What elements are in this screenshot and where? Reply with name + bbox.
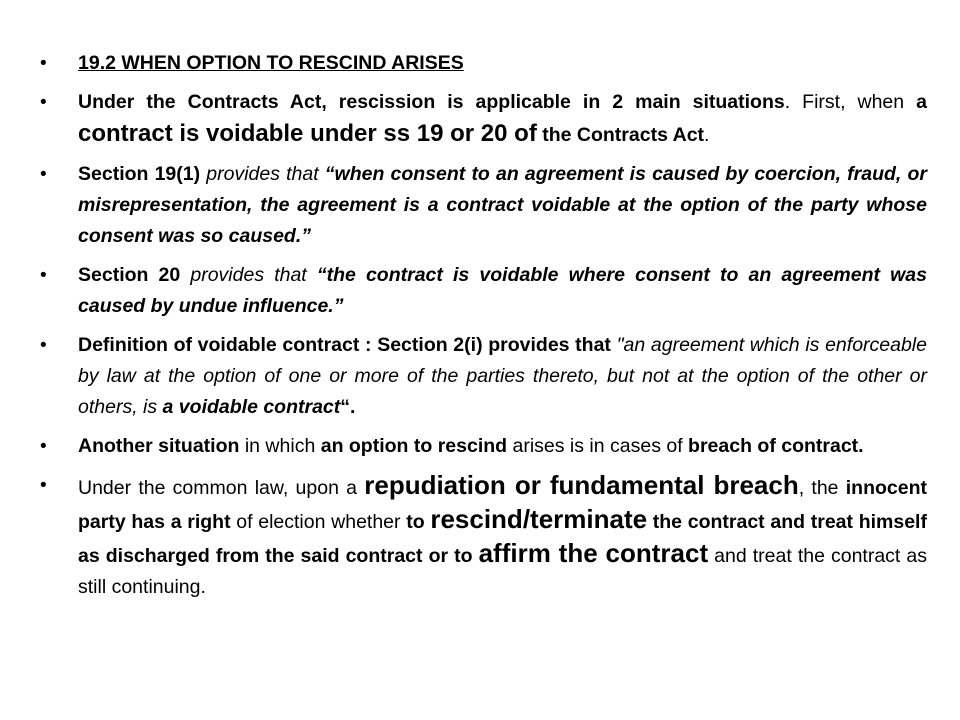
bullet-text-segment: arises is in cases of <box>507 435 689 457</box>
bullet-text-segment: rescind/terminate <box>430 504 648 534</box>
bullet-heading <box>40 48 927 79</box>
bullet-text-segment: a voidable contract <box>162 396 341 418</box>
bullet-definition-voidable <box>40 330 927 423</box>
bullet-section-20 <box>40 260 927 322</box>
bullet-text-segment: provides that <box>200 163 325 185</box>
bullet-text-segment: . <box>704 124 710 146</box>
bullet-text-segment: 19.2 WHEN OPTION TO RESCIND ARISES <box>78 52 464 74</box>
bullet-text-segment: provides that <box>180 264 317 286</box>
bullet-text-segment: "an agreement which is enforceable by law at the option of one or more of the parties thereto, but not at the option of the other or others, is <box>78 334 927 418</box>
bullet-common-law <box>40 470 927 603</box>
bullet-text-segment: Another situation <box>78 435 240 457</box>
bullet-breach-of-contract <box>40 431 927 462</box>
bullet-text-segment: repudiation or fundamental breach <box>364 470 799 500</box>
bullet-list <box>40 48 927 603</box>
bullet-text-segment: an option to rescind <box>320 435 508 457</box>
bullet-text-segment: Under the Contracts Act, rescission is applicable in 2 main situations <box>78 91 785 113</box>
bullet-text-segment: the Contracts Act <box>536 124 705 146</box>
bullet-text-segment: a <box>916 91 927 113</box>
bullet-text-segment: innocent party has a right <box>78 477 927 533</box>
bullet-text-segment: “. <box>340 396 356 418</box>
bullet-text-segment: , the <box>798 477 846 499</box>
bullet-text-segment: in which <box>239 435 321 457</box>
bullet-text-segment: to <box>406 511 431 533</box>
bullet-text-segment: Under the common law, upon a <box>78 477 365 499</box>
bullet-text-segment: “when consent to an agreement is caused by coercion, fraud, or misrepresentation, the agreement is a contract voidable at the option of the party whose consent was so caused.” <box>78 163 927 247</box>
bullet-text-segment: of election whether <box>230 511 407 533</box>
bullet-text-segment: breach of contract. <box>688 435 864 457</box>
bullet-text-segment: “the contract is voidable where consent to an agreement was caused by undue influence.” <box>78 264 927 317</box>
bullet-section-19 <box>40 159 927 252</box>
bullet-text-segment: Section 19(1) <box>78 163 201 185</box>
bullet-text-segment: the contract and treat himself as discharged from the said contract or to <box>78 511 927 567</box>
bullet-rescission-situations <box>40 87 927 151</box>
bullet-text-segment: Section 20 <box>78 264 181 286</box>
bullet-text-segment: contract is voidable under ss 19 or 20 of <box>78 120 537 147</box>
bullet-text-segment: and treat the contract as still continuing. <box>78 545 927 598</box>
bullet-text-segment: Definition of voidable contract : Section 2(i) provides that <box>78 334 611 356</box>
bullet-text-segment: . First, when <box>784 91 917 113</box>
bullet-text-segment: affirm the contract <box>478 538 709 568</box>
